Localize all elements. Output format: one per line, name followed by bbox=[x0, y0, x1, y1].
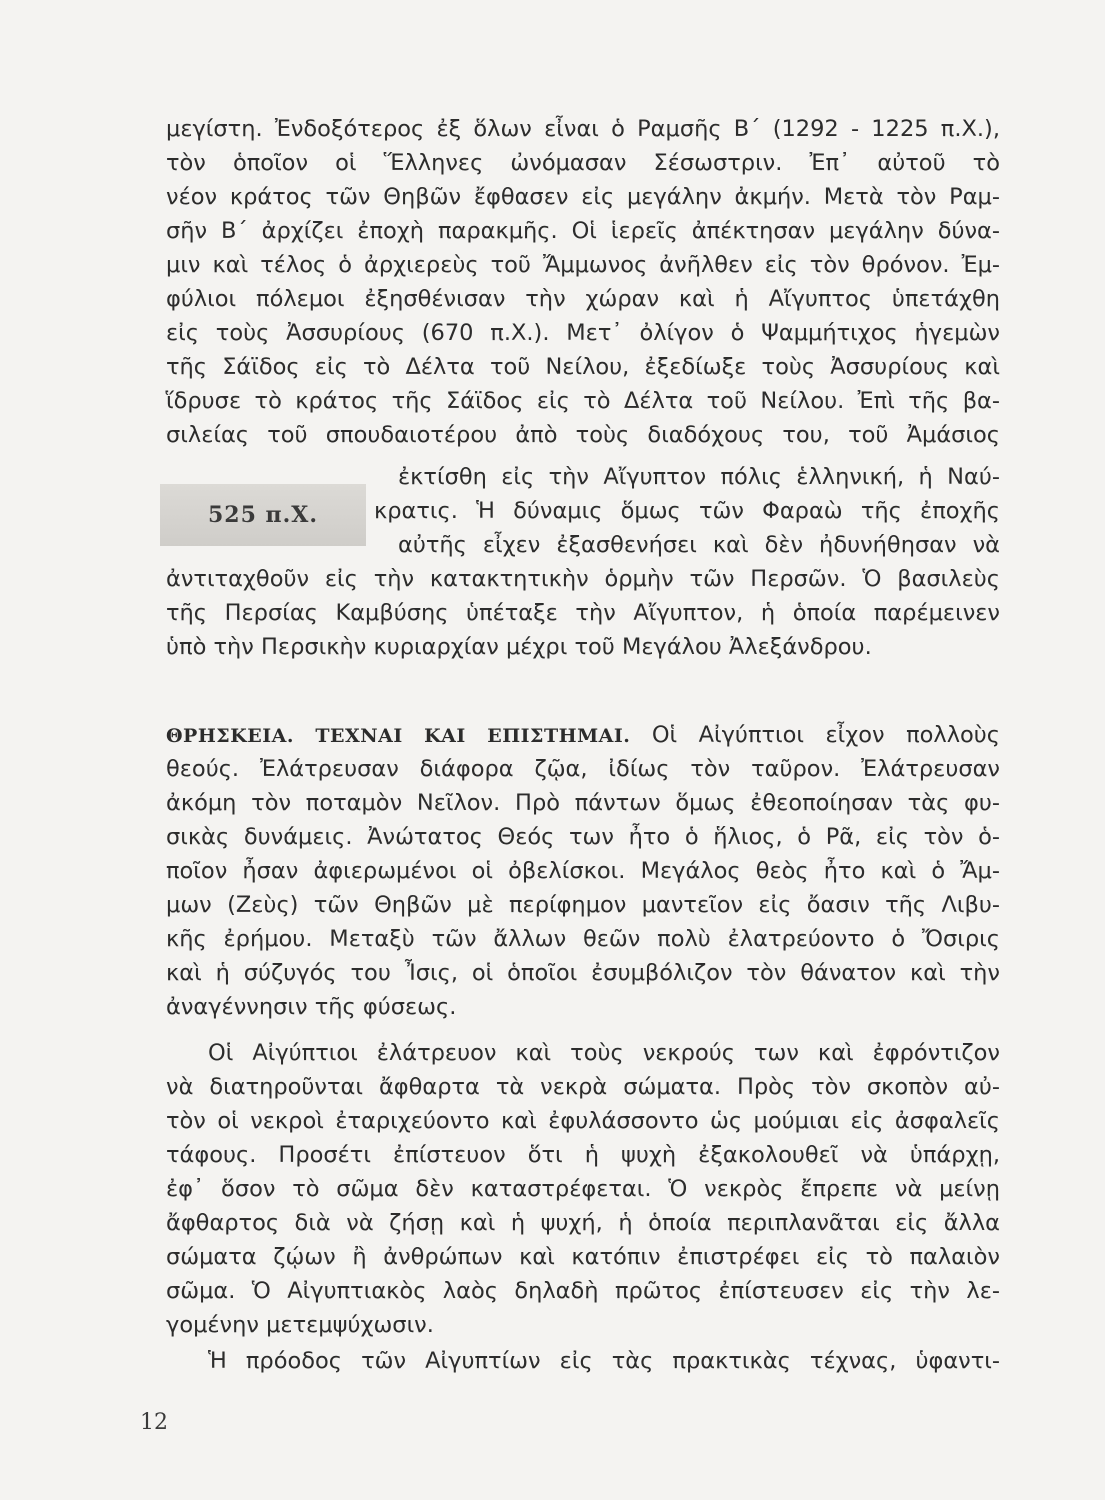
text-line: κρατις. Ἡ δύναμις ὅμως τῶν Φαραὼ τῆς ἐποχῆς bbox=[374, 498, 1000, 524]
text-line: τὸν οἱ νεκροὶ ἐταριχεύοντο καὶ ἐφυλάσσοντο ὡς μούμιαι εἰς ἀσφαλεῖς bbox=[166, 1108, 1000, 1134]
text-line: μιν καὶ τέλος ὁ ἀρχιερεὺς τοῦ Ἄμμωνος ἀνῆλθεν εἰς τὸν θρόνον. Ἐμ- bbox=[166, 252, 1000, 278]
section-first-line-text: Οἱ Αἰγύπτιοι εἶχον πολλοὺς bbox=[651, 722, 1001, 748]
text-line: γομένην μετεμψύχωσιν. bbox=[166, 1312, 434, 1338]
text-line: ἀντιταχθοῦν εἰς τὴν κατακτητικὴν ὁρμὴν τῶν Περσῶν. Ὁ βασιλεὺς bbox=[166, 566, 1000, 592]
text-line: θεούς. Ἐλάτρευσαν διάφορα ζῷα, ἰδίως τὸν ταῦρον. Ἐλάτρευσαν bbox=[166, 756, 1000, 782]
text-line: ἀναγέννησιν τῆς φύσεως. bbox=[166, 994, 457, 1020]
text-line: σώματα ζῴων ἢ ἀνθρώπων καὶ κατόπιν ἐπιστρέφει εἰς τὸ παλαιὸν bbox=[166, 1244, 1000, 1270]
text-line: ποῖον ἦσαν ἀφιερωμένοι οἱ ὀβελίσκοι. Μεγάλος θεὸς ἦτο καὶ ὁ Ἄμ- bbox=[166, 858, 1000, 884]
text-line: τῆς Περσίας Καμβύσης ὑπέταξε τὴν Αἴγυπτον, ἡ ὁποία παρέμεινεν bbox=[166, 600, 1000, 626]
text-line: φύλιοι πόλεμοι ἐξησθένισαν τὴν χώραν καὶ ἡ Αἴγυπτος ὑπετάχθη bbox=[166, 286, 1000, 312]
text-line: μεγίστη. Ἐνδοξότερος ἐξ ὅλων εἶναι ὁ Ραμσῆς Β΄ (1292 - 1225 π.Χ.), bbox=[166, 116, 1000, 142]
section-first-line bbox=[166, 718, 1000, 753]
text-line: εἰς τοὺς Ἀσσυρίους (670 π.Χ.). Μετ᾿ ὀλίγον ὁ Ψαμμήτιχος ἡγεμὼν bbox=[166, 320, 1000, 346]
text-line: τάφους. Προσέτι ἐπίστευον ὅτι ἡ ψυχὴ ἐξακολουθεῖ νὰ ὑπάρχῃ, bbox=[166, 1142, 1000, 1168]
text-line: ἄφθαρτος διὰ νὰ ζήσῃ καὶ ἡ ψυχή, ἡ ὁποία περιπλανᾶται εἰς ἄλλα bbox=[166, 1210, 1000, 1236]
text-line: μων (Ζεὺς) τῶν Θηβῶν μὲ περίφημον μαντεῖον εἰς ὄασιν τῆς Λιβυ- bbox=[166, 892, 1000, 918]
text-line: ὑπὸ τὴν Περσικὴν κυριαρχίαν μέχρι τοῦ Μεγάλου Ἀλεξάνδρου. bbox=[166, 634, 872, 660]
text-line: καὶ ἡ σύζυγός του Ἶσις, οἱ ὁποῖοι ἐσυμβόλιζον τὸν θάνατον καὶ τὴν bbox=[166, 960, 1000, 986]
text-line: κῆς ἐρήμου. Μεταξὺ τῶν ἄλλων θεῶν πολὺ ἐλατρεύοντο ὁ Ὄσιρις bbox=[166, 926, 1000, 952]
text-line: Ἡ πρόοδος τῶν Αἰγυπτίων εἰς τὰς πρακτικὰς τέχνας, ὑφαντι- bbox=[208, 1348, 1000, 1374]
date-sidenote: 525 π.Χ. bbox=[160, 484, 366, 546]
text-line: ἀκόμη τὸν ποταμὸν Νεῖλον. Πρὸ πάντων ὅμως ἐθεοποίησαν τὰς φυ- bbox=[166, 790, 1000, 816]
text-line: σικὰς δυνάμεις. Ἀνώτατος Θεός των ἦτο ὁ ἥλιος, ὁ Ρᾶ, εἰς τὸν ὁ- bbox=[166, 824, 1000, 850]
text-line: ἐκτίσθη εἰς τὴν Αἴγυπτον πόλις ἑλληνική, ἡ Ναύ- bbox=[398, 464, 1000, 490]
text-line: σιλείας τοῦ σπουδαιοτέρου ἀπὸ τοὺς διαδόχους του, τοῦ Ἀμάσιος bbox=[166, 422, 1000, 448]
text-line: Οἱ Αἰγύπτιοι ἐλάτρευον καὶ τοὺς νεκρούς των καὶ ἐφρόντιζον bbox=[208, 1040, 1000, 1066]
text-line: ἵδρυσε τὸ κράτος τῆς Σάϊδος εἰς τὸ Δέλτα τοῦ Νείλου. Ἐπὶ τῆς βα- bbox=[166, 388, 1000, 414]
text-line: τὸν ὁποῖον οἱ Ἕλληνες ὠνόμασαν Σέσωστριν. Ἐπ᾿ αὐτοῦ τὸ bbox=[166, 150, 1000, 176]
text-line: αὐτῆς εἶχεν ἐξασθενήσει καὶ δὲν ἠδυνήθησαν νὰ bbox=[398, 532, 1000, 558]
text-line: σῆν Β΄ ἀρχίζει ἐποχὴ παρακμῆς. Οἱ ἱερεῖς ἀπέκτησαν μεγάλην δύνα- bbox=[166, 218, 1000, 244]
section-heading: ΘΡΗΣΚΕΙΑ. ΤΕΧΝΑΙ ΚΑΙ ΕΠΙΣΤΗΜΑΙ. bbox=[166, 725, 631, 747]
text-line: σῶμα. Ὁ Αἰγυπτιακὸς λαὸς δηλαδὴ πρῶτος ἐπίστευσεν εἰς τὴν λε- bbox=[166, 1278, 1000, 1304]
page-number: 12 bbox=[140, 1410, 168, 1435]
text-line: νέον κράτος τῶν Θηβῶν ἔφθασεν εἰς μεγάλην ἀκμήν. Μετὰ τὸν Ραμ- bbox=[166, 184, 1000, 210]
text-line: ἐφ᾿ ὅσον τὸ σῶμα δὲν καταστρέφεται. Ὁ νεκρὸς ἔπρεπε νὰ μείνῃ bbox=[166, 1176, 1000, 1202]
text-line: νὰ διατηροῦνται ἄφθαρτα τὰ νεκρὰ σώματα. Πρὸς τὸν σκοπὸν αὐ- bbox=[166, 1074, 1000, 1100]
text-line: τῆς Σάϊδος εἰς τὸ Δέλτα τοῦ Νείλου, ἐξεδίωξε τοὺς Ἀσσυρίους καὶ bbox=[166, 354, 1000, 380]
